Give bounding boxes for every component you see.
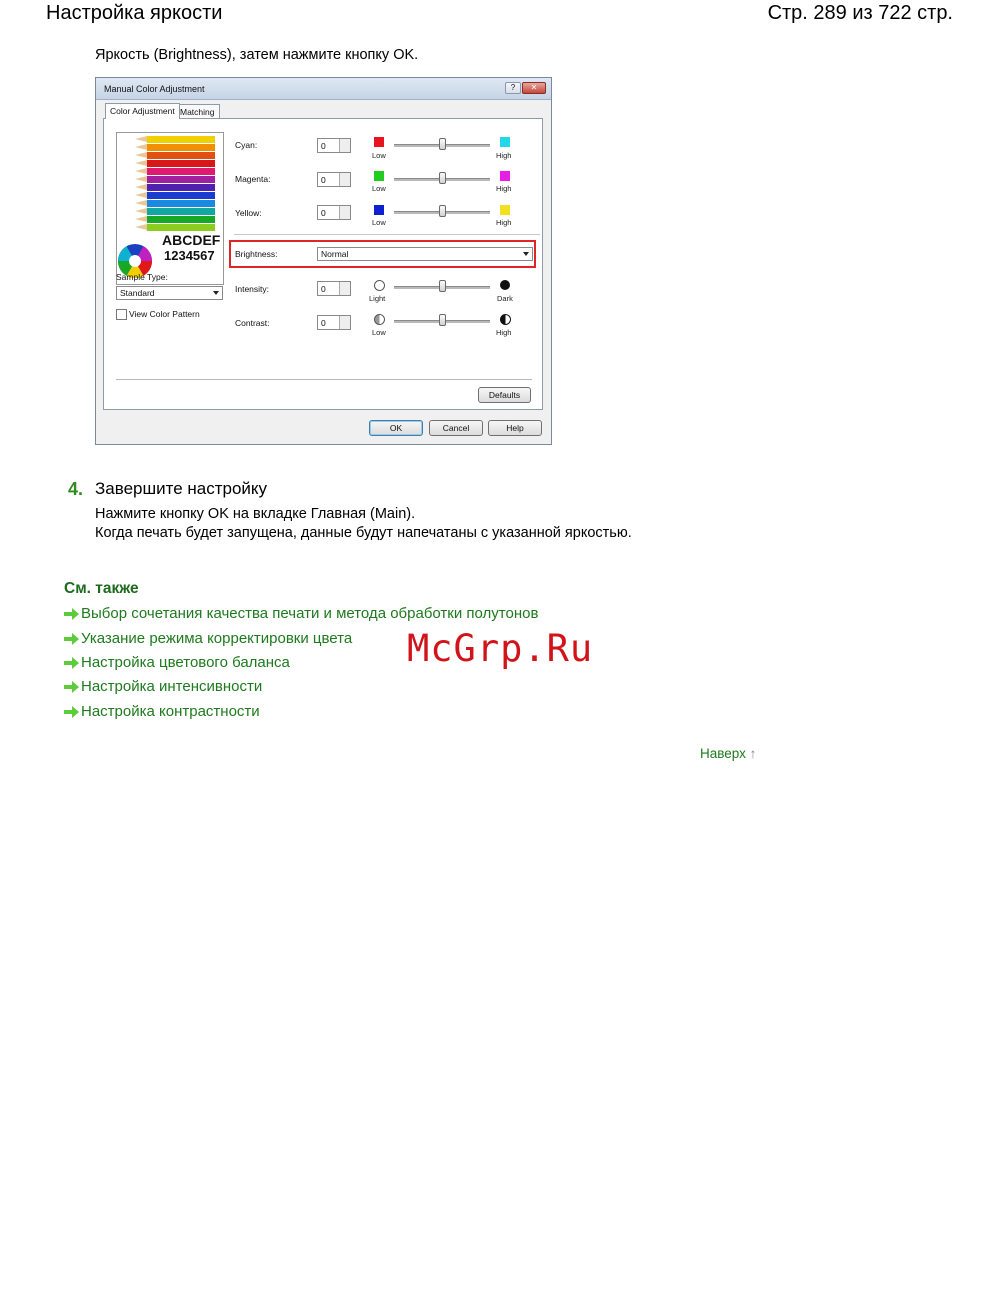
step-line-2: Когда печать будет запущена, данные будут напечатаны с указанной яркостью. [95,525,632,541]
dialog-title: Manual Color Adjustment [104,84,205,94]
cyan-low-swatch [374,137,384,147]
arrow-right-icon [64,681,79,693]
magenta-low-swatch [374,171,384,181]
step-number: 4. [68,479,84,499]
cyan-value: 0 [321,141,326,151]
magenta-low-label: Low [372,184,386,193]
yellow-spinbox[interactable] [317,205,351,220]
view-color-pattern-checkbox[interactable] [116,309,127,320]
intensity-value: 0 [321,284,326,294]
link-text[interactable]: Указание режима корректировки цвета [81,630,353,647]
cyan-slider-thumb[interactable] [439,138,446,150]
step-title: Завершите настройку [95,479,268,498]
intensity-slider-thumb[interactable] [439,280,446,292]
magenta-value: 0 [321,175,326,185]
magenta-label: Magenta: [235,174,271,184]
preview-text-letters: ABCDEF [162,232,221,248]
yellow-label: Yellow: [235,208,262,218]
back-to-top-label[interactable]: Наверх [700,746,746,761]
contrast-label: Contrast: [235,318,270,328]
sample-type-label: Sample Type: [116,272,168,282]
low-contrast-icon [374,314,385,325]
light-circle-icon [374,280,385,291]
see-also-link[interactable] [64,678,262,695]
arrow-right-icon [64,657,79,669]
cyan-spinbox[interactable] [317,138,351,153]
tab-matching[interactable]: Matching [175,104,220,119]
arrow-right-icon [64,608,79,620]
bottom-separator [116,379,532,380]
brightness-label: Brightness: [235,249,278,259]
back-to-top-link[interactable] [700,746,756,761]
intro-text: Яркость (Brightness), затем нажмите кнопку OK. [95,47,419,63]
magenta-high-label: High [496,184,512,193]
contrast-high-label: High [496,328,512,337]
intensity-high-label: Dark [497,294,513,303]
intensity-label: Intensity: [235,284,270,294]
contrast-slider-thumb[interactable] [439,314,446,326]
ok-button[interactable]: OK [369,420,423,436]
see-also-link[interactable] [64,703,260,720]
link-text[interactable]: Выбор сочетания качества печати и метода обработки полутонов [81,605,539,622]
dialog-titlebar [96,78,551,100]
manual-color-adjustment-dialog [95,77,552,445]
cyan-high-label: High [496,151,512,160]
cyan-label: Cyan: [235,140,258,150]
defaults-button[interactable]: Defaults [478,387,531,403]
magenta-high-swatch [500,171,510,181]
yellow-low-swatch [374,205,384,215]
magenta-slider-thumb[interactable] [439,172,446,184]
link-text[interactable]: Настройка интенсивности [81,678,263,695]
sample-type-select[interactable] [116,286,223,300]
tab-color-adjustment[interactable]: Color Adjustment [105,103,180,119]
see-also-link[interactable] [64,605,538,622]
arrow-right-icon [64,633,79,645]
help-icon[interactable]: ? [505,82,521,94]
step-line-1: Нажмите кнопку OK на вкладке Главная (Main). [95,506,416,522]
cancel-button[interactable]: Cancel [429,420,483,436]
contrast-value: 0 [321,318,326,328]
brightness-select[interactable] [317,247,533,261]
yellow-low-label: Low [372,218,386,227]
contrast-low-label: Low [372,328,386,337]
help-button[interactable]: Help [488,420,542,436]
chevron-down-icon [523,252,529,256]
cyan-low-label: Low [372,151,386,160]
view-color-pattern-label: View Color Pattern [129,309,200,319]
high-contrast-icon [500,314,511,325]
page-title: Настройка яркости [46,2,223,24]
see-also-link[interactable] [64,654,290,671]
see-also-link[interactable] [64,630,352,647]
page-counter: Стр. 289 из 722 стр. [767,2,953,24]
link-text[interactable]: Настройка цветового баланса [81,654,290,671]
yellow-high-label: High [496,218,512,227]
preview-text-digits: 1234567 [164,248,215,263]
contrast-spinbox[interactable] [317,315,351,330]
arrow-right-icon [64,706,79,718]
yellow-slider-thumb[interactable] [439,205,446,217]
separator [234,234,540,235]
chevron-down-icon [213,291,219,295]
dark-circle-icon [500,280,510,290]
arrow-up-icon: ↑ [749,746,757,761]
cyan-high-swatch [500,137,510,147]
brightness-value: Normal [321,249,349,259]
intensity-low-label: Light [369,294,386,303]
watermark: McGrp.Ru [407,627,594,670]
sample-type-value: Standard [120,288,155,298]
yellow-high-swatch [500,205,510,215]
magenta-spinbox[interactable] [317,172,351,187]
see-also-heading: См. также [64,580,139,597]
link-text[interactable]: Настройка контрастности [81,703,260,720]
yellow-value: 0 [321,208,326,218]
intensity-spinbox[interactable] [317,281,351,296]
close-icon[interactable]: ✕ [522,82,546,94]
